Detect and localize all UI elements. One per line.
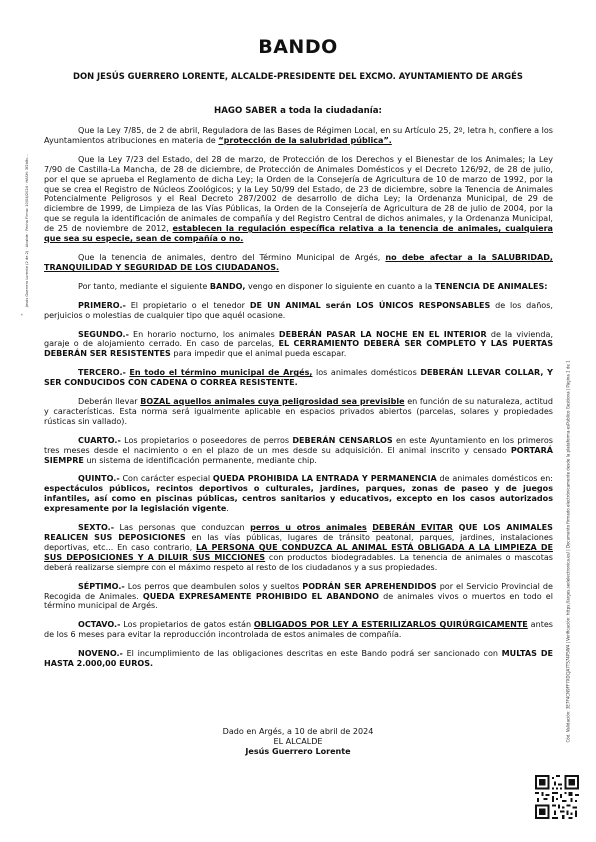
clause-quinto: QUINTO.- Con carácter especial QUEDA PROHIBIDA LA ENTRADA Y PERMANENCIA de animales domésticos en: espectáculos públicos, recintos deportivos o culturales, jardines, parques, zonas de paseo y de juegos infantiles, así como en piscinas públicas, centros sanitarios y educativos, excepto en los casos autorizados expresamente por la legislación vigente. (44, 474, 554, 514)
clause-noveno: NOVENO.- El incumplimiento de las obligaciones descritas en este Bando podrá ser sancionado con MULTAS DE HASTA 2.000,00 EUROS. (44, 649, 553, 669)
clause-segundo: SEGUNDO.- En horario nocturno, los animales DEBERÁN PASAR LA NOCHE EN EL INTERIOR de la vivienda, garaje o de alojamiento cerrado. En caso de parcelas, EL CERRAMIENTO DEBERÁ SER COMPLETO Y LAS PUERTAS DEBERÁN SER RESISTENTES para impedir que el animal pueda escapar. (44, 329, 554, 359)
paragraph-bando: Por tanto, mediante el siguiente BANDO, vengo en disponer lo siguiente en cuanto a la TENENCIA DE ANIMALES: (78, 281, 548, 291)
clause-sexto: SEXTO.- Las personas que conduzcan perros u otros animales DEBERÁN EVITAR QUE LOS ANIMALES REALICEN SUS DEPOSICIONES en las vías públicas, lugares de tránsito peatonal, parques, jardines, instalaciones deportivas, etc... En caso contrario, LA PERSONA QUE CONDUZCA AL ANIMAL ESTÁ OBLIGADA A LA LIMPIEZA DE SUS DEPOSICIONES Y A DILUIR SUS MICCIONES con productos biodegradables. La tenencia de animales o mascotas deberá realizarse siempre con el máximo respeto al resto de los ciudadanos y a sus propiedades. (44, 523, 554, 572)
signature-block (0, 727, 596, 757)
clause-octavo: OCTAVO.- Los propietarios de gatos están OBLIGADOS POR LEY A ESTERILIZARLOS QUIRÚRGICAMENTE antes de los 6 meses para evitar la reproducción incontrolada de estos animales de compañía. (44, 620, 553, 640)
paragraph-tenencia: Que la tenencia de animales, dentro del Término Municipal de Argés, no debe afectar a la SALUBRIDAD, TRANQUILIDAD Y SEGURIDAD DE LOS CIUDADANOS. (44, 252, 553, 272)
signature-date: Dado en Argés, a 10 de abril de 2024 (222, 727, 374, 736)
qr-code-icon (535, 775, 579, 819)
signature-role: EL ALCALDE (273, 736, 323, 746)
clause-cuarto: CUARTO.- Los propietarios o poseedores de perros DEBERÁN CENSARLOS en este Ayuntamiento en los primeros tres meses desde el nacimiento o en el plazo de un mes desde su adquisición. El animal inscrito y censado PORTARÁ SIEMPRE un sistema de identificación permanente, mediante chip. (44, 435, 553, 465)
left-margin-signature-note: Jesús Guerrero Lorente (2 de 2) · Alcalde · Fecha Firma: 10/04/2024 · HASH: 3f2b8c… (24, 154, 29, 308)
signature-name: Jesús Guerrero Lorente (245, 746, 351, 756)
hago-saber-heading: HAGO SABER a toda la ciudadanía: (214, 106, 382, 116)
clause-bozal: Deberán llevar BOZAL aquellos animales cuya peligrosidad sea previsible en función de su naturaleza, actitud y características. Esta norma será igualmente aplicable en espacios privados abiertos (parcelas, solares y propiedades rústicas sin vallado). (44, 397, 553, 426)
document-title: BANDO (258, 36, 338, 58)
paragraph-ley-7-85: Que la Ley 7/85, de 2 de abril, Reguladora de las Bases de Régimen Local, en su Artículo 25, 2º, letra h, confiere a los Ayuntamientos atribuciones en materia de “protección de la salubridad pública”. (44, 126, 553, 145)
right-margin-validation-note: Cód. Validación: 3E7F4CN9FF7XDCJA7TS74P5W4 | Verificación: https://arges.sedelectronica.es/ | Documento firmado electrónicamente desde la plataforma esPublico Gestiona | Página 1 de 1 (565, 360, 571, 743)
document-subtitle: DON JESÚS GUERRERO LORENTE, ALCALDE-PRESIDENTE DEL EXCMO. AYUNTAMIENTO DE ARGÉS (73, 71, 523, 81)
document-body (44, 126, 553, 675)
clause-primero: PRIMERO.- El propietario o el tenedor DE UN ANIMAL serán LOS ÚNICOS RESPONSABLES de los daños, perjuicios o molestias de cualquier tipo que aquél ocasione. (44, 300, 553, 320)
clause-tercero: TERCERO.- En todo el término municipal de Argés, los animales domésticos DEBERÁN LLEVAR COLLAR, Y SER CONDUCIDOS CON CADENA O CORREA RESISTENTE. (44, 368, 553, 388)
clause-septimo: SÉPTIMO.- Los perros que deambulen solos y sueltos PODRÁN SER APREHENDIDOS por el Servicio Provincial de Recogida de Animales. QUEDA EXPRESAMENTE PROHIBIDO EL ABANDONO de animales vivos o muertos en todo el término municipal de Argés. (44, 581, 553, 611)
paragraph-leyes: Que la Ley 7/23 del Estado, del 28 de marzo, de Protección de los Derechos y el Bienestar de los Animales; la Ley 7/90 de Castilla-La Mancha, de 28 de diciembre, de Protección de Animales Domésticos y el Decreto 126/92, de 28 de julio, por el que se aprueba el Reglamento de dicha Ley; la Orden de la Consejería de Agricultura de 10 de marzo de 1992, por la que se crea el Registro de Núcleos Zoológicos; y la Ley 50/99 del Estado, de 23 de diciembre, sobre la Tenencia de Animales Potencialmente Peligrosos y el Real Decreto 287/2002 de desarrollo de dicha Ley; la Ordenanza Municipal, de 29 de diciembre de 1999, de Limpieza de las Vías Públicas, la Orden de la Consejería de Agricultura de 28 de julio de 2004, por la que se regula la identificación de animales de compañía y del Registro Central de dichos animales, y la Ordenanza Municipal, de 25 de noviembre de 2012, establecen la regulación específica relativa a la tenencia de animales, cualquiera que sea su especie, sean de compañía o no. (44, 154, 553, 244)
left-margin-mark: • (20, 312, 24, 319)
